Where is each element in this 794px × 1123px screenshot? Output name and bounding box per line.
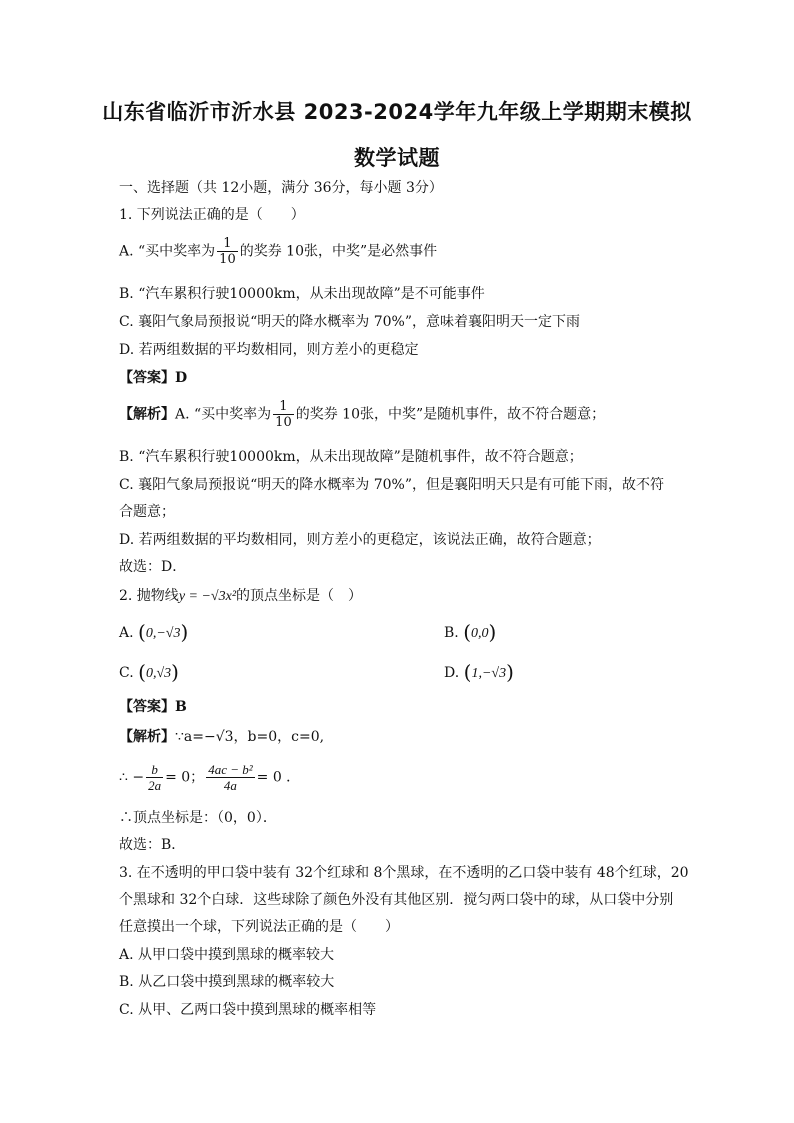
q2-exp2-frac1-den: 2a — [148, 778, 162, 793]
q2-b-lparen: ( — [463, 620, 472, 644]
q2-explanation-tag: 【解析】 — [119, 729, 175, 745]
page-title: 山东省临沂市沂水县 2023-2024学年九年级上学期期末模拟 — [102, 100, 692, 124]
q2-exp2-fraction1 — [146, 762, 163, 793]
q1-a-frac-den: 10 — [219, 252, 236, 267]
q3-option-a: A. 从甲口袋中摸到黑球的概率较大 — [119, 947, 335, 963]
q2-exp2-mid: = 0； — [165, 769, 205, 786]
q2-option-c — [119, 662, 179, 684]
q2-c-rparen: ) — [171, 660, 179, 684]
q2-a-value: 0,−√3 — [145, 626, 181, 641]
q1-option-b: B. “汽车累积行驶10000km，从未出现故障”是不可能事件 — [119, 286, 485, 302]
q2-exp-line1: ∵a=−√3，b=0，c=0, — [175, 729, 325, 745]
q2-exp2-pre: ∴ − — [119, 769, 145, 786]
q2-c-value: 0,√3 — [145, 666, 172, 681]
q1-a-frac-num: 1 — [217, 236, 238, 252]
q1-explanation-b: B. “汽车累积行驶10000km，从未出现故障”是随机事件，故不符合题意； — [119, 449, 583, 465]
q2-d-lparen: ( — [463, 660, 472, 684]
q2-c-lparen: ( — [138, 660, 146, 684]
q1-explanation-a — [119, 399, 605, 430]
q1-exp-frac-den: 10 — [275, 415, 292, 430]
q2-exp2-post: = 0 ． — [256, 769, 301, 786]
section-heading: 一、选择题（共 12小题，满分 36分，每小题 3分） — [119, 180, 443, 196]
q3-option-b: B. 从乙口袋中摸到黑球的概率较大 — [119, 974, 335, 990]
q1-option-d: D. 若两组数据的平均数相同，则方差小的更稳定 — [119, 342, 419, 358]
q1-exp-frac-num: 1 — [273, 399, 294, 415]
q2-exp2-frac2-den: 4a — [223, 778, 237, 793]
q2-explanation-1 — [119, 727, 324, 747]
q2-a-label: A. — [119, 625, 134, 641]
q2-d-value: 1,−√3 — [471, 666, 507, 681]
q1-exp-fraction — [273, 399, 294, 430]
q2-stem-post: 的顶点坐标是（ ） — [236, 588, 363, 604]
q1-a-pre: A. “买中奖率为 — [119, 243, 216, 260]
q2-exp2-frac1-num: b — [146, 762, 163, 778]
q2-b-value: 0,0 — [471, 626, 489, 641]
q2-stem-math: y = −√3x² — [178, 589, 237, 604]
q2-d-rparen: ) — [506, 660, 514, 684]
page-subtitle: 数学试题 — [354, 146, 440, 170]
q2-d-label: D. — [444, 665, 460, 681]
q2-a-lparen: ( — [138, 620, 146, 644]
q1-stem: 1. 下列说法正确的是（ ） — [119, 207, 305, 223]
q2-explanation-2 — [119, 762, 300, 793]
q1-explanation-c2: 合题意； — [119, 504, 175, 520]
q3-option-c: C. 从甲、乙两口袋中摸到黑球的概率相等 — [119, 1002, 377, 1018]
q2-option-d — [444, 662, 514, 684]
q2-stem-pre: 2. 抛物线 — [119, 588, 179, 604]
q1-option-a — [119, 236, 437, 267]
q1-explanation-d: D. 若两组数据的平均数相同，则方差小的更稳定，该说法正确，故符合题意； — [119, 532, 601, 548]
q2-exp2-fraction2 — [206, 762, 254, 793]
q1-answer: 【答案】D — [119, 370, 188, 386]
q1-a-post: 的奖券 10张，中奖”是必然事件 — [239, 243, 438, 260]
q2-exp2-frac2-num: 4ac − b² — [208, 762, 253, 777]
q1-a-fraction — [217, 236, 238, 267]
q2-stem — [119, 586, 362, 607]
q3-stem-line2: 个黑球和 32个白球．这些球除了颜色外没有其他区别．搅匀两口袋中的球，从口袋中分别 — [119, 892, 674, 908]
q2-answer: 【答案】B — [119, 699, 187, 715]
q1-exp-a-post: 的奖券 10张，中奖”是随机事件，故不符合题意； — [295, 406, 606, 423]
q2-option-b — [444, 622, 496, 644]
q2-b-label: B. — [444, 625, 459, 641]
q1-explanation-c1: C. 襄阳气象局预报说“明天的降水概率为 70%”，但是襄阳明天只是有可能下雨，故不符 — [119, 477, 664, 493]
q1-option-c: C. 襄阳气象局预报说“明天的降水概率为 70%”，意味着襄阳明天一定下雨 — [119, 314, 580, 330]
q2-explanation-3: ∴顶点坐标是：（0，0）． — [119, 810, 277, 826]
q1-conclusion: 故选：D． — [119, 559, 187, 575]
q3-stem-line1: 3. 在不透明的甲口袋中装有 32个红球和 8个黑球，在不透明的乙口袋中装有 48个红球，20 — [119, 865, 689, 881]
q2-a-rparen: ) — [180, 620, 189, 644]
q1-explanation-tag: 【解析】 — [119, 406, 175, 423]
q2-b-rparen: ) — [488, 620, 497, 644]
q2-c-label: C. — [119, 665, 134, 681]
q3-stem-line3: 任意摸出一个球，下列说法正确的是（ ） — [119, 919, 399, 935]
q1-exp-a-pre: A. “买中奖率为 — [175, 406, 272, 423]
q2-option-a — [119, 622, 188, 644]
q2-conclusion: 故选：B． — [119, 837, 186, 853]
